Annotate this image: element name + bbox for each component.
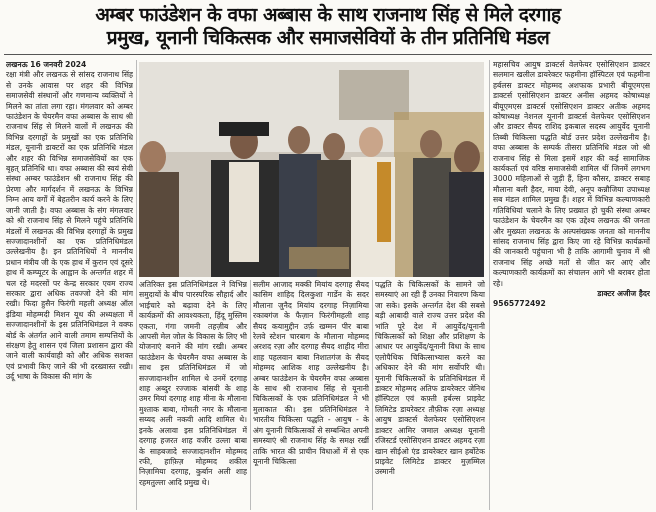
column-divider [489, 60, 490, 510]
headline-rule [4, 54, 652, 55]
column-1 [6, 60, 133, 510]
column-1-text: रक्षा मंत्री और लखनऊ से सांसद राजनाथ सिंह से उनके आवास पर शहर की विभिन्न समाजसेवी संस्थानों और गणमान्य व्यक्तियों ने मिलने का तांता लगा रहा। मंगलवार को अम्बर फाउंडेशन के चेयरमैन वफा अब्बास के साथ श्री राजनाथ सिंह से मिलने वालों में लखनऊ की विभिन्न दरगाहों के प्रमुखों का एक प्रतिनिधि मंडल, यूनानी डाक्टरों का एक प्रतिनिधि मंडल और शहर की विभिन्न समाजसेवियों का एक बृहत् प्रतिनिधि था। वफा अब्बास की स्वयं सेवी संस्था अम्बर फाउंडेशन श्री राजनाथ सिंह की प्रेरणा और मार्गदर्शन में लखनऊ के विभिन्न निम्न आय वर्गों में बेहतरीन कार्य करने के लिए जानी जाती है। वफा अब्बास के संग मंगलवार को श्री राजनाथ सिंह से मिलने पहुंचे प्रतिनिधि मंडलों में लखनऊ की विभिन्न दरगाहों के प्रमुख सज्जादानशीनों का एक प्रतिनिधिमंडल उल्लेखनीय है। इन प्रतिनिधियों ने माननीय प्रधान मंत्रीय जी के एक हाथ में कुरान एवं दूसरे हाथ में कम्प्यूटर के आह्वान के अन्तर्गत शहर में चल रहे मदरसों पर केन्द्र सरकार एवम राज्य सरकार द्वारा अधिक तवज्जो देने की मांग रखी। फिदा हुसैन फिरंगी महली अध्यक्ष ऑल इंडिया मोहम्मदी मिशन यूथ की अध्यक्षता में सज्जादानशीनों के इस प्रतिनिधिमंडल ने वक्फ बोर्ड के अंतर्गत आने वाली तमाम सम्पत्तियों के संरक्षण हेतु शासन एवं जिला प्रशासन द्वारा की जाने वाली कार्यवाही को और अधिक सशक्त एवं प्रभावी किए जाने की भी दरख्वास्त रखी। उर्दू भाषा के विकास की मांग के [6, 70, 133, 382]
column-2: अतिरिक्त इस प्रतिनिधिमंडल ने विभिन्न समुदायों के बीच पारस्परिक सौहार्द और भाईचारे को बढ़ावा देने के लिए कार्यक्रमों की आवश्यकता, हिंदू मुस्लिम एकता, गंगा जमनी तहज़ीब और आपसी मेल जोल के विकास के लिए भी योजनाएं बनाने की मांग रखी। अम्बर फाउंडेशन के चेयरमैन वफा अब्बास के साथ इस प्रतिनिधिमंडल में जो सज्जादानशीन शामिल थे उनमें दरगाह शाह अब्दुर रज्जाक बांसवी के शाह उमर मियां दरगाह शाह मीना के मौलाना मुश्ताक बाबा, गोमती नगर के मौलाना सय्यद अली नकवी आदि शामिल थे। इनके अलावा इस प्रतिनिधिमंडल में दरगाह हजरत शाह वजीर उल्ला बाबा के साहबजादे सज्जादानशीन मोहम्मद रफी, हाफ़िज़ मोहम्मद शकील निज़ामिया दरगाह, कुर्बान अली शाह रहमतुल्ला आदि प्रमुख थे। [139, 280, 247, 487]
phone-number: 9565772492 [493, 299, 546, 309]
group-photo [139, 62, 484, 277]
group-photo-image [139, 62, 484, 277]
column-5 [493, 60, 650, 510]
column-divider [250, 280, 251, 510]
headline [6, 4, 650, 50]
column-divider [136, 60, 137, 510]
headline-line-2: प्रमुख, यूनानी चिकित्सक और समाजसेवियों के तीन प्रतिनिधि मंडल [106, 27, 550, 49]
column-3: सलीम आजाद मक्की मियांय दरगाह सैयद कासिम शाहिद दिलकुशा गार्डेन के सदर मौलाना जुनैद मियांय दरगाह निज़ामिया रकाबगंज के फैज़ान फिरंगीमहली शाह सैयद कयामुद्दीन उर्फ़ खम्मन पीर बाबा रेलवे स्टेशन चारबाग के मौलाना मोहम्मद अरशद रज़ा और दरगाह सैयद शाहीद मीरा शाह पहलवान बाबा निशातगंज के सैयद मोहम्मद आशिक शाह उल्लेखनीय है। अम्बर फाउंडेशन के चेयरमैन वफा अब्बास के साथ श्री राजनाथ सिंह से यूनानी चिकित्सकों के एक प्रतिनिधिमंडल ने भी मुलाकात की। इस प्रतिनिधिमंडल ने भारतीय चिकित्सा पद्धति - आयुष - के अंग यूनानी चिकित्सकों से सम्बन्धित अपनी समस्याएं श्री राजनाथ सिंह के समक्ष रखीं ताकि भारत की प्राचीन विधाओं में से एक यूनानी चिकित्सा [253, 280, 369, 466]
column-divider [372, 280, 373, 510]
headline-line-1: अम्बर फाउंडेशन के वफा अब्बास के साथ राजनाथ सिंह से मिले दरगाह [95, 4, 561, 26]
dateline: लखनऊ 16 जनवरी 2024 [6, 60, 87, 69]
column-4: पद्धति के चिकित्सकों के सामने जो समस्याएं आ रही हैं उनका निवारण किया जा सके। इसके अन्तर्गत देश की सबसे बड़ी आबादी वाले राज्य उत्तर प्रदेश की भांति पूरे देश में आयुर्वेद/यूनानी चिकित्सकों को शिक्षा और प्रशिक्षण के आधार पर आयुर्वेद/यूनानी विधा के साथ एलोपैथिक चिकित्साभ्यास करने का अधिकार देने की मांग सर्वोपरि थी। यूनानी चिकित्सकों के प्रतिनिधिमंडल में डाक्टर मोहम्मद अतिफ डायरेक्टर जेनिथ हॉस्पिटल एवं कफ़्ती हर्बल्स प्राइवेट लिमिटेड डायरेक्टर तौफ़ीक रज़ा अध्यक्ष आयुष डाक्टर्स वेलफेयर एसोसिएशन डाक्टर आमिर जमाल अध्यक्ष यूनानी रजिस्टर्ड एसोसिएशन डाक्टर अहमद रज़ा खान सीईओ एंड डायरेक्टर खान हर्बोटेक प्राइवेट लिमिटेड डाक्टर मुज़म्मिल उस्मानी [375, 280, 485, 477]
signature: डाक्टर अजीज हैदर [597, 288, 650, 298]
column-5-text: महासचिव आयुष डाक्टर्स वेलफेयर एसोसिएशन डाक्टर सलमान खलील डायरेक्टर फहमीना हॉस्पिटल एवं फहमीना हर्बलस डाक्टर मोहम्मद अशफाक प्रभारी बीयूएमएस डाक्टर्स एसोसिएशन डाक्टर अनीस अहमद कोषाध्यक्ष बीयूएमएस डाक्टर्स एसोसिएशन डाक्टर अतीक अहमद कोषाध्यक्ष नेशनल यूनानी डाक्टर्स वेलफेयर एसोसिएशन और डाक्टर सैयद राशिद इकबाल सदस्य आयुर्वेद यूनानी तिब्बी चिकित्सा पद्धति बोर्ड उत्तर प्रदेश उल्लेखनीय है। वफा अब्बास के सम्पर्क तीसरा प्रतिनिधि मंडल जो श्री राजनाथ सिंह से मिला इसमें शहर की कई सामाजिक कार्यकर्ता एवं वरिष्ठ समाजसेवी शामिल थीं जिनमें लगभग 3000 महिलाओं से जुड़ी हैं, हिना कौसर, डाक्टर सबाह मौलाना बली हैदर, माया देवी, अनूप कन्नौजिया उपाध्यक्ष सब मंडल शामिल प्रमुख हैं। शहर में विभिन्न कल्याणकारी गतिविधियां चलाने के लिए प्रख्यात हो चुकी संस्था अम्बर फाउंडेशन के चेयरमैन का एक उद्देश्य लखनऊ की जनता और मुख्यतः लखनऊ के अल्पसंख्यक जनता को माननीय सांसद राजनाथ सिंह द्वारा किए जा रहे विभिन्न कार्यक्रमों की जानकारी पहुंचाना भी है ताकि आगामी चुनाव में श्री राजनाथ सिंह अच्छे मतों से जीत कर आएं और कल्याणकारी कार्यक्रमों का संचालन आगे भी बराबर होता रहे। [493, 60, 650, 288]
